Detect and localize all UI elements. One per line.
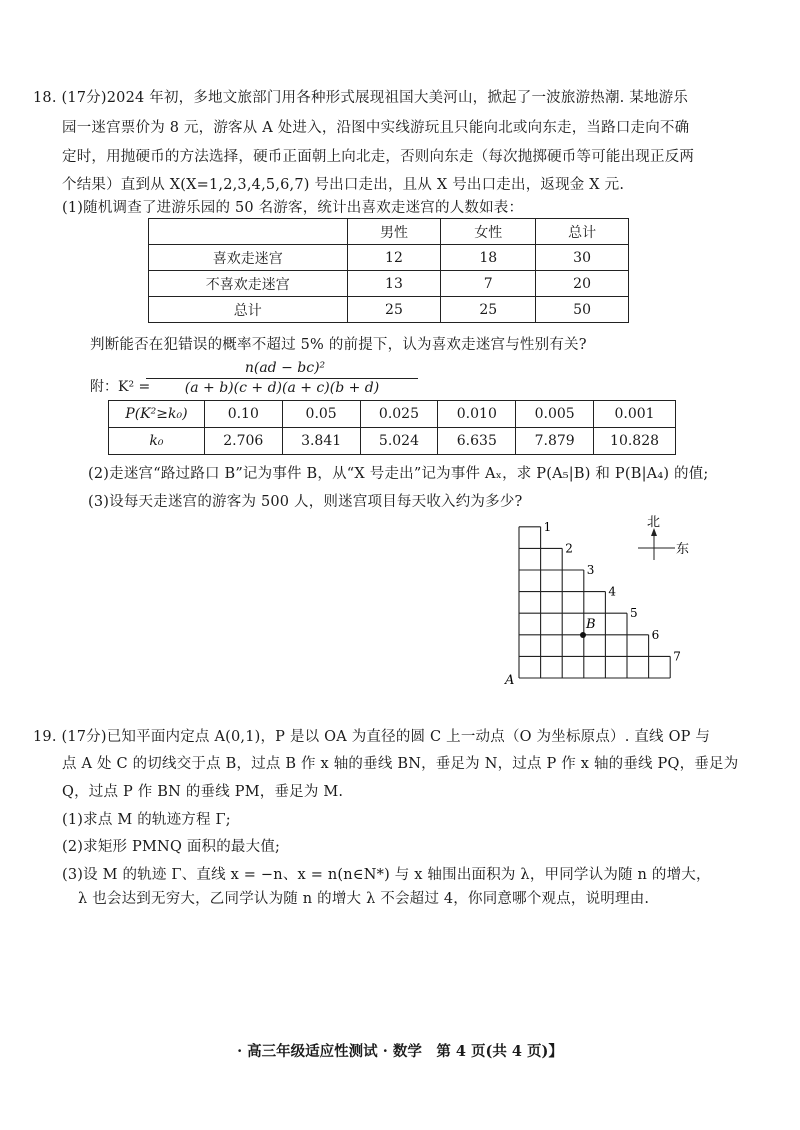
table-cell: 6.635 <box>438 428 516 455</box>
q18-judge-question: 判断能否在犯错误的概率不超过 5% 的前提下，认为喜欢走迷宫与性别有关? <box>90 337 587 353</box>
table-cell: 0.10 <box>204 401 282 428</box>
compass-east-label: 东 <box>676 542 690 557</box>
table-cell: 10.828 <box>594 428 676 455</box>
table-cell: P(K²≥k₀) <box>109 401 205 428</box>
exit-label-2: 2 <box>565 541 573 556</box>
table-cell: 50 <box>536 297 629 323</box>
formula-denominator: (a + b)(c + d)(a + c)(b + d) <box>184 380 380 396</box>
table-cell: 总计 <box>536 219 629 245</box>
q18-line-2: 园一迷宫票价为 8 元，游客从 A 处进入，沿图中实线游玩且只能向北或向东走，当路口走向不确 <box>62 120 690 136</box>
formula-numerator: n(ad − bc)² <box>244 360 326 376</box>
exit-label-3: 3 <box>586 563 595 577</box>
table-cell: 女性 <box>441 219 536 245</box>
table-cell: 3.841 <box>282 428 360 455</box>
table-cell: 30 <box>536 245 629 271</box>
table-cell: 13 <box>347 271 441 297</box>
table-cell: 18 <box>441 245 536 271</box>
compass-north-label: 北 <box>647 515 661 530</box>
table-cell: 男性 <box>347 219 441 245</box>
q18-line-4: 个结果）直到从 X(X=1,2,3,4,5,6,7) 号出口走出，且从 X 号出口走出，返现金 X 元. <box>62 177 625 193</box>
exit-label-4: 4 <box>608 584 617 599</box>
table-cell: 总计 <box>149 297 348 323</box>
start-a-label: A <box>505 673 515 688</box>
q19-line-2: 点 A 处 C 的切线交于点 B，过点 B 作 x 轴的垂线 BN，垂足为 N，过点 P 作 x 轴的垂线 PQ，垂足为 <box>62 756 739 772</box>
table-cell: 12 <box>347 245 441 271</box>
table-cell: 25 <box>441 297 536 323</box>
table-cell: 0.025 <box>360 401 438 428</box>
table-cell: 7.879 <box>516 428 594 455</box>
q18-part1: (1)随机调查了进游乐园的 50 名游客，统计出喜欢走迷宫的人数如表： <box>62 200 524 216</box>
table-cell: 25 <box>347 297 441 323</box>
exit-label-5: 5 <box>630 606 638 621</box>
q19-part3-cont: λ 也会达到无穷大，乙同学认为随 n 的增大 λ 不会超过 4，你同意哪个观点，说明理由. <box>78 891 650 907</box>
q19-line-1: 19. (17分)已知平面内定点 A(0,1)，P 是以 OA 为直径的圆 C 上一动点（O 为坐标原点）. 直线 OP 与 <box>33 729 711 745</box>
q19-part3: (3)设 M 的轨迹 Γ、直线 x = −n、x = n(n∈N*) 与 x 轴围出面积为 λ，甲同学认为随 n 的增大， <box>62 867 711 883</box>
table-cell: 不喜欢走迷宫 <box>149 271 348 297</box>
table-cell: 7 <box>441 271 536 297</box>
q18-line-3: 定时，用抛硬币的方法选择，硬币正面朝上向北走，否则向东走（每次抛掷硬币等可能出现正反两 <box>62 149 695 165</box>
q18-part3: (3)设每天走迷宫的游客为 500 人，则迷宫项目每天收入约为多少? <box>88 494 523 510</box>
exit-label-6: 6 <box>651 627 660 642</box>
table-cell: 20 <box>536 271 629 297</box>
table-cell: 0.05 <box>282 401 360 428</box>
page-footer: · 高三年级适应性测试 · 数学 第 4 页(共 4 页)】 <box>237 1043 563 1060</box>
point-b-marker <box>580 632 586 638</box>
q19-part1: (1)求点 M 的轨迹方程 Γ; <box>62 812 231 828</box>
exit-label-1: 1 <box>543 519 552 534</box>
formula-label: 附：K² = <box>90 379 151 395</box>
exit-label-7: 7 <box>673 649 681 664</box>
q18-line-1: 18. (17分)2024 年初，多地文旅部门用各种形式展现祖国大美河山，掀起了一波旅游热潮. 某地游乐 <box>33 90 689 106</box>
table-cell: 0.010 <box>438 401 516 428</box>
table-cell: 2.706 <box>204 428 282 455</box>
q19-line-3: Q，过点 P 作 BN 的垂线 PM，垂足为 M. <box>62 784 344 800</box>
maze-grid <box>519 527 670 678</box>
table-cell: 0.005 <box>516 401 594 428</box>
table-cell: k₀ <box>109 428 205 455</box>
compass <box>638 515 689 560</box>
table-cell: 喜欢走迷宫 <box>149 245 348 271</box>
table-cell: 5.024 <box>360 428 438 455</box>
table-cell: 0.001 <box>594 401 676 428</box>
q19-part2: (2)求矩形 PMNQ 面积的最大值; <box>62 839 281 855</box>
q18-part2: (2)走迷宫“路过路口 B”记为事件 B，从“X 号走出”记为事件 Aₓ，求 P(A₅|B) 和 P(B|A₄) 的值; <box>88 466 709 482</box>
point-b-label: B <box>586 617 596 632</box>
